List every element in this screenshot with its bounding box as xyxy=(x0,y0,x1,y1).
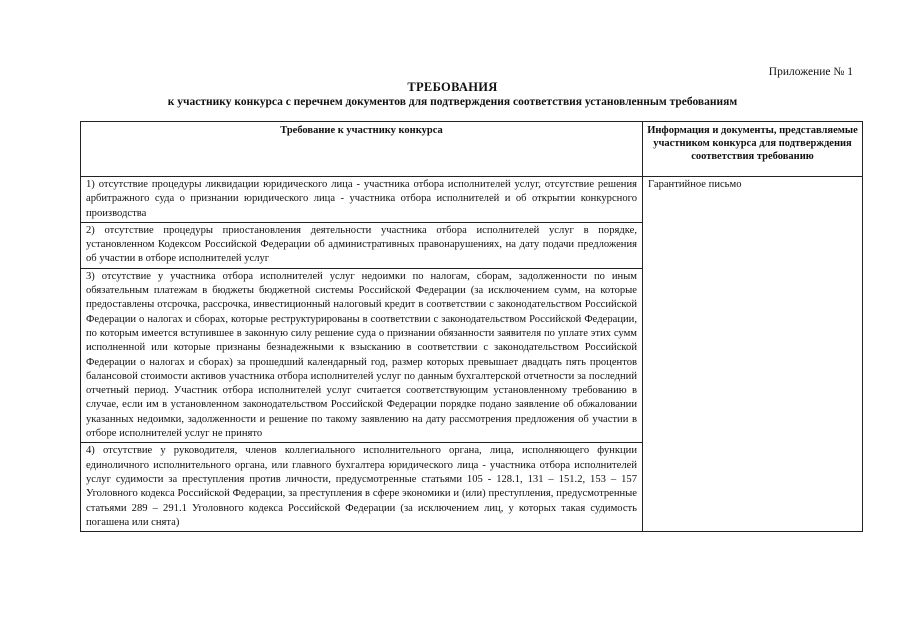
requirement-text-4: 4) отсутствие у руководителя, членов коллегиального исполнительного органа, лица, исполняющего функции единоличного исполнительного органа, или главного бухгалтера юридического лица - участника отбора исполнителей услуг судимости за преступления против личности, предусмотренные статьями 105 - 128.1, 131 – 151.2, 153 – 157 Уголовного кодекса Российской Федерации, за преступления в сфере экономики и (или) преступления, предусмотренные статьями 289 – 291.1 Уголовного кодекса Российской Федерации (за исключением лиц, у которых такая судимость погашена или снята) xyxy=(86,445,637,528)
requirement-cell-1 xyxy=(81,177,643,223)
requirement-text-1: 1) отсутствие процедуры ликвидации юридического лица - участника отбора исполнителей услуг, отсутствие решения арбитражного суда о признании юридического лица - участника отбора исполнителей и об открытии конкурсного производства xyxy=(86,179,637,219)
document-title: ТРЕБОВАНИЯ xyxy=(407,80,498,94)
requirement-cell-3 xyxy=(81,268,643,443)
header-documents: Информация и документы, представляемые участником конкурса для подтверждения соответствия требованию xyxy=(643,122,863,177)
table-row xyxy=(81,177,863,223)
requirement-cell-2 xyxy=(81,222,643,268)
appendix-label: Приложение № 1 xyxy=(768,66,853,78)
requirements-table xyxy=(80,121,863,532)
table-header-row xyxy=(81,122,863,177)
document-subtitle: к участнику конкурса с перечнем документов для подтверждения соответствия установленным требованиям xyxy=(167,96,738,108)
header-requirement: Требование к участнику конкурса xyxy=(81,122,643,177)
requirement-cell-4 xyxy=(81,443,643,532)
documents-cell: Гарантийное письмо xyxy=(643,177,863,532)
requirement-text-2: 2) отсутствие процедуры приостановления деятельности участника отбора исполнителей услуг в порядке, установленном Кодексом Российской Федерации об административных правонарушениях, на дату подачи предложения об участии в отборе исполнителей услуг xyxy=(86,224,637,265)
requirement-text-3: 3) отсутствие у участника отбора исполнителей услуг недоимки по налогам, сборам, задолженности по иным обязательным платежам в бюджеты бюджетной системы Российской Федерации (за исключением сумм, на которые предоставлены отсрочка, рассрочка, инвестиционный налоговый кредит в соответствии с законодательством Российской Федерации о налогах и сборах, которые реструктурированы в соответствии с законодательством Российской Федерации, по которым имеется вступившее в законную силу решение суда о признании обязанности заявителя по уплате этих сумм исполненной или которые признаны безнадежными к взысканию в соответствии с законодательством Российской Федерации о налогах и сборах) за прошедший календарный год, размер которых превышает двадцать пять процентов балансовой стоимости активов участника отбора исполнителей услуг по данным бухгалтерской отчетности за последний отчетный период. Участник отбора исполнителей услуг считается соответствующим установленному требованию в случае, если им в установленном законодательством Российской Федерации порядке подано заявление об обжаловании указанных недоимки, задолженности и решение по такому заявлению на дату рассмотрения предложения об участии в отборе исполнителей услуг не принято xyxy=(86,270,637,440)
